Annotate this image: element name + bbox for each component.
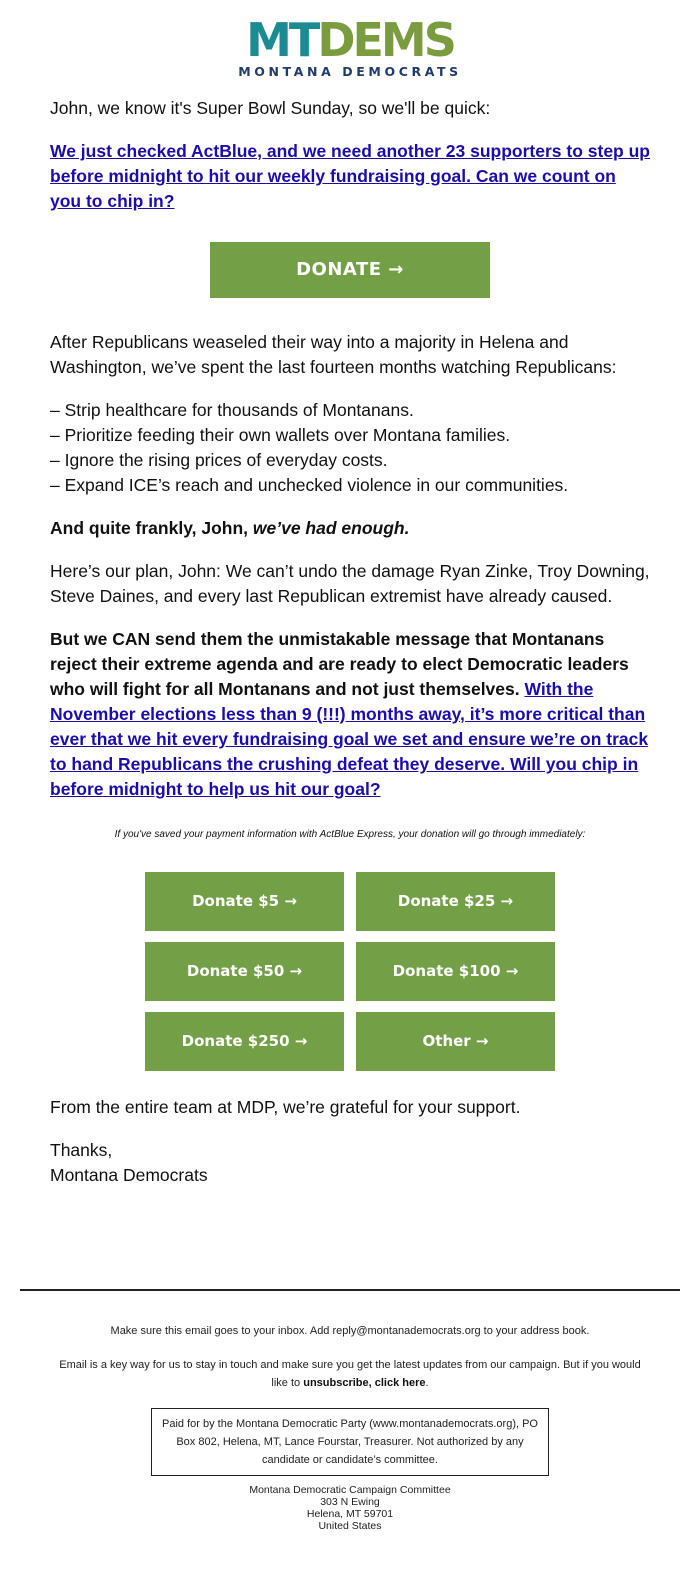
montana-democrats-logo	[0, 13, 700, 79]
thanks-text: Thanks,	[50, 1140, 113, 1160]
unsubscribe-link[interactable]: unsubscribe, click here	[303, 1377, 426, 1389]
logo-mark	[0, 13, 700, 67]
greeting: John, we know it's Super Bowl Sunday, so we'll be quick:	[50, 98, 491, 118]
logo-dems: DEMS	[317, 13, 454, 67]
bullet-item: – Strip healthcare for thousands of Montanans.	[50, 400, 414, 420]
donate-50-button[interactable]: Donate $50 →	[145, 942, 344, 1001]
inbox-note: Make sure this email goes to your inbox. Add reply@montanademocrats.org to your address book.	[110, 1325, 590, 1337]
actblue-link[interactable]: We just checked ActBlue, and we need another 23 supporters to step up before midnight to hit our weekly fundraising goal. Can we count on you to chip in?	[50, 141, 650, 211]
can-send-text: But we CAN send them the unmistakable message that Montanans reject their extreme agenda and are ready to elect Democratic leaders who will fight for all Montanans and not just themselves.	[50, 629, 629, 699]
chip-in-link[interactable]: With the November elections less than 9 (!!!) months away, it’s more critical than ever that we hit every fundraising goal we set and ensure we’re on track to hand Republicans the crushing defeat they deserve. Will you chip in before midnight to help us hit our goal?	[50, 679, 649, 799]
donate-other-button[interactable]: Other →	[356, 1012, 555, 1071]
donation-amount-grid	[50, 872, 650, 1071]
sign-off	[50, 1138, 650, 1188]
bullet-item: – Expand ICE’s reach and unchecked violence in our communities.	[50, 475, 569, 495]
enough-emphasis: we’ve had enough.	[252, 518, 410, 538]
donate-5-button[interactable]: Donate $5 →	[145, 872, 344, 931]
address-line: Montana Democratic Campaign Committee	[249, 1484, 451, 1496]
email-note-text: Email is a key way for us to stay in touch and make sure you get the latest updates from our campaign. But if you would like to	[59, 1359, 641, 1389]
address-line: United States	[318, 1520, 382, 1532]
donate-25-button[interactable]: Donate $25 →	[356, 872, 555, 931]
intro-paragraph	[50, 139, 650, 214]
bullet-list	[50, 398, 650, 498]
email-note-period: .	[425, 1377, 429, 1389]
footer-divider	[20, 1289, 680, 1291]
enough-lead: And quite frankly, John,	[50, 518, 253, 538]
can-send-paragraph	[50, 627, 650, 802]
enough-paragraph	[50, 516, 650, 541]
email-note	[50, 1356, 650, 1392]
donate-250-button[interactable]: Donate $250 →	[145, 1012, 344, 1071]
republicans-paragraph: After Republicans weaseled their way into a majority in Helena and Washington, we’ve spent the last fourteen months watching Republicans:	[50, 332, 617, 377]
logo-subtitle: MONTANA DEMOCRATS	[238, 64, 462, 79]
donate-button[interactable]: DONATE →	[210, 242, 490, 298]
bullet-item: – Ignore the rising prices of everyday costs.	[50, 450, 388, 470]
donate-100-button[interactable]: Donate $100 →	[356, 942, 555, 1001]
email-body	[50, 96, 650, 1206]
address-line: 303 N Ewing	[320, 1496, 380, 1508]
address-line: Helena, MT 59701	[306, 1508, 394, 1520]
mailing-address	[50, 1484, 650, 1532]
actblue-express-note: If you've saved your payment information with ActBlue Express, your donation will go through immediately:	[114, 829, 586, 840]
plan-paragraph: Here’s our plan, John: We can’t undo the damage Ryan Zinke, Troy Downing, Steve Daines, and every last Republican extremist have already caused.	[50, 561, 650, 606]
footer	[50, 1322, 650, 1532]
bullet-item: – Prioritize feeding their own wallets over Montana families.	[50, 425, 511, 445]
paid-for-disclaimer: Paid for by the Montana Democratic Party (www.montanademocrats.org), PO Box 802, Helena, MT, Lance Fourstar, Treasurer. Not authorized by any candidate or candidate’s committee.	[151, 1408, 549, 1476]
grateful-paragraph: From the entire team at MDP, we’re grateful for your support.	[50, 1097, 521, 1117]
signature: Montana Democrats	[50, 1165, 208, 1185]
logo-mt: MT	[246, 13, 318, 67]
